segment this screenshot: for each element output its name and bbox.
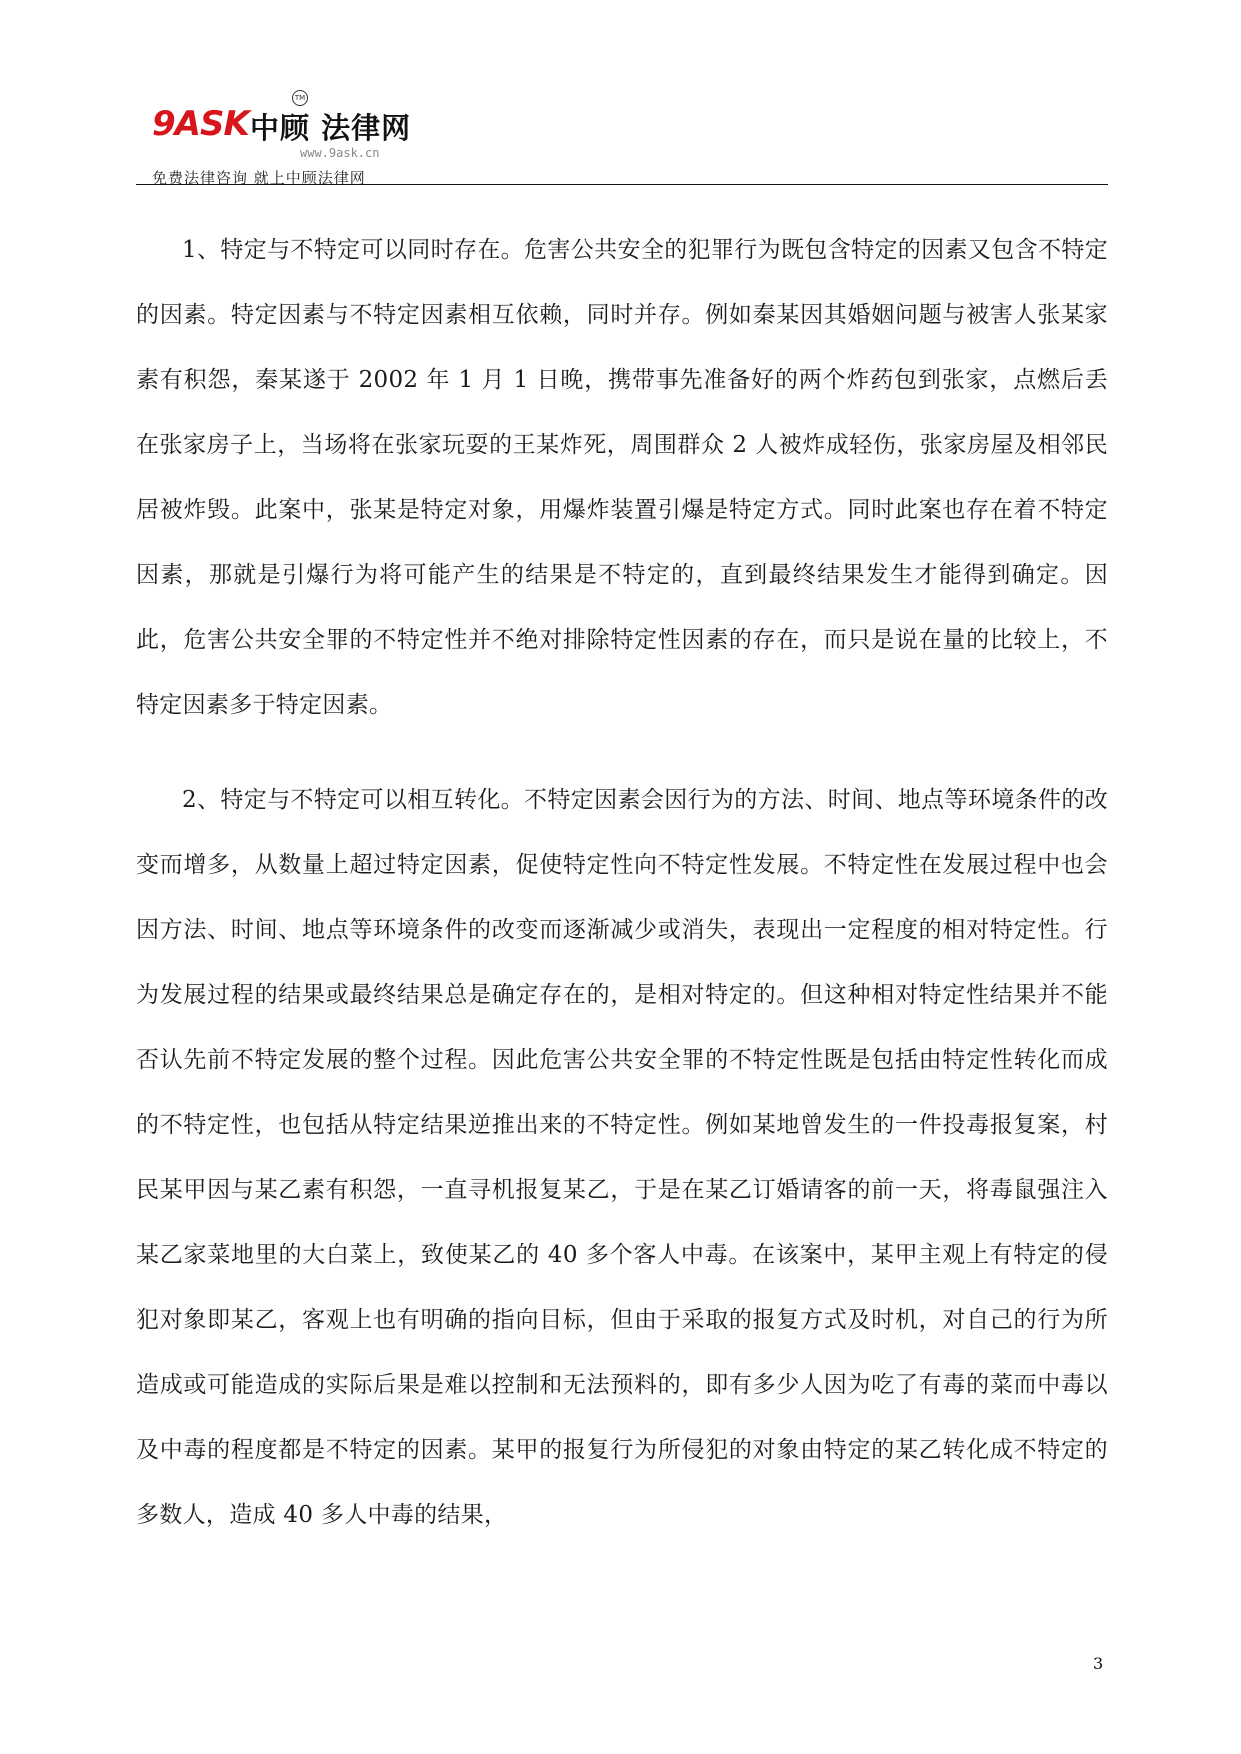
trademark-icon: TM bbox=[292, 90, 308, 106]
logo-url: www.9ask.cn bbox=[300, 146, 380, 160]
paragraph-1: 1、特定与不特定可以同时存在。危害公共安全的犯罪行为既包含特定的因素又包含不特定的因素。特定因素与不特定因素相互依赖，同时并存。例如秦某因其婚姻问题与被害人张某家素有积怨，秦某遂于 2002 年 1 月 1 日晚，携带事先准备好的两个炸药包到张家，点燃后丢在张家房子上，当场将在张家玩耍的王某炸死，周围群众 2 人被炸成轻伤，张家房屋及相邻民居被炸毁。此案中，张某是特定对象，用爆炸装置引爆是特定方式。同时此案也存在着不特定因素，那就是引爆行为将可能产生的结果是不特定的，直到最终结果发生才能得到确定。因此，危害公共安全罪的不特定性并不绝对排除特定性因素的存在，而只是说在量的比较上，不特定因素多于特定因素。 bbox=[136, 237, 1108, 718]
page-header bbox=[136, 92, 1108, 187]
logo-slogan: 免费法律咨询 就上中顾法律网 bbox=[152, 169, 366, 187]
paragraph-2: 2、特定与不特定可以相互转化。不特定因素会因行为的方法、时间、地点等环境条件的改变而增多，从数量上超过特定因素，促使特定性向不特定性发展。不特定性在发展过程中也会因方法、时间、地点等环境条件的改变而逐渐减少或消失，表现出一定程度的相对特定性。行为发展过程的结果或最终结果总是确定存在的，是相对特定的。但这种相对特定性结果并不能否认先前不特定发展的整个过程。因此危害公共安全罪的不特定性既是包括由特定性转化而成的不特定性，也包括从特定结果逆推出来的不特定性。例如某地曾发生的一件投毒报复案，村民某甲因与某乙素有积怨，一直寻机报复某乙，于是在某乙订婚请客的前一天，将毒鼠强注入某乙家菜地里的大白菜上，致使某乙的 40 多个客人中毒。在该案中，某甲主观上有特定的侵犯对象即某乙，客观上也有明确的指向目标，但由于采取的报复方式及时机，对自己的行为所造成或可能造成的实际后果是难以控制和无法预料的，即有多少人因为吃了有毒的菜而中毒以及中毒的程度都是不特定的因素。某甲的报复行为所侵犯的对象由特定的某乙转化成不特定的多数人，造成 40 多人中毒的结果， bbox=[136, 787, 1108, 1528]
logo-name: 中顾 法律网 bbox=[250, 111, 412, 145]
header-divider bbox=[136, 184, 1108, 185]
page-number: 3 bbox=[1093, 1654, 1104, 1673]
logo-mark: 9ASK bbox=[152, 104, 249, 144]
site-logo[interactable] bbox=[152, 94, 412, 187]
document-body bbox=[136, 218, 1108, 1548]
